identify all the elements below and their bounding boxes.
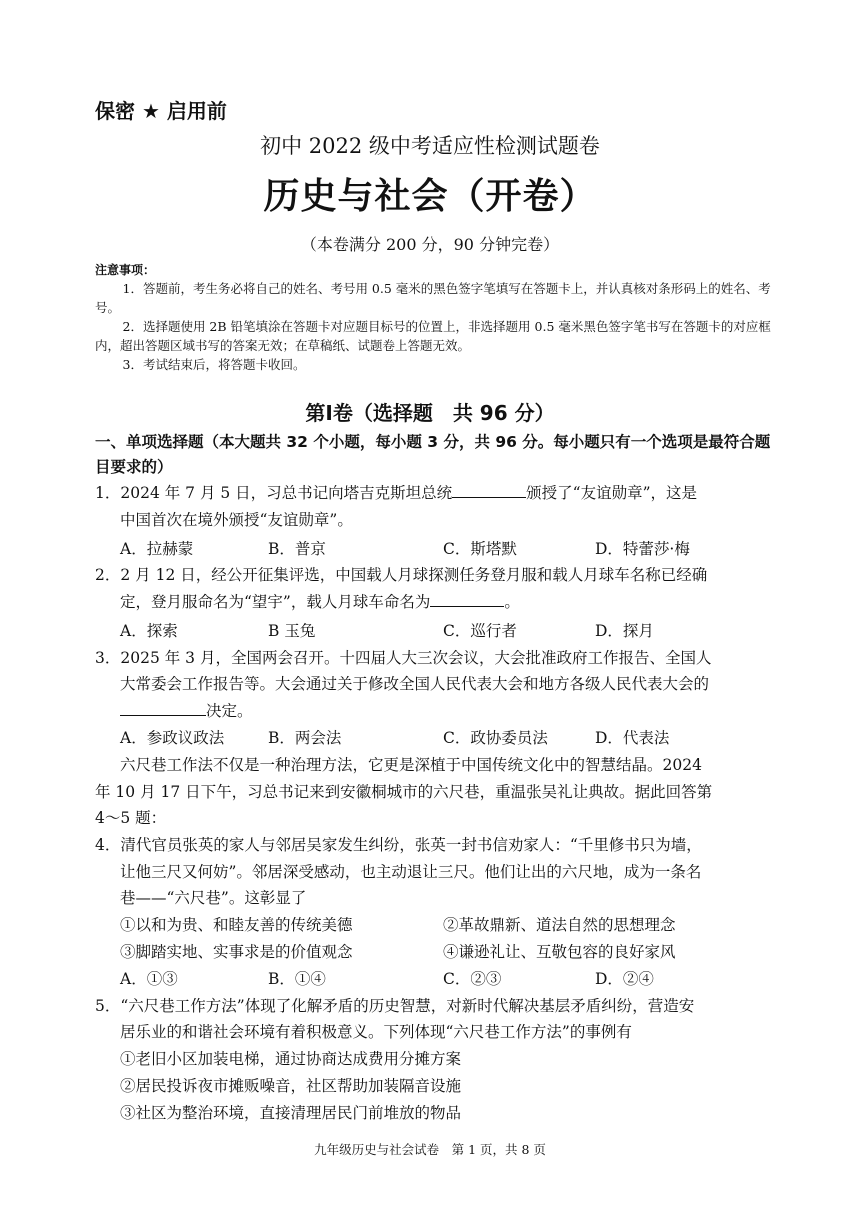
question-1-text-b: 颁授了“友谊勋章”，这是 [526,484,698,502]
notes-heading: 注意事项： [95,263,156,277]
answer-blank [452,481,526,498]
question-2-option-c: C．巡行者 [443,622,517,640]
confidential-label: 保密 ★ 启用前 [95,99,227,123]
question-5-line-1: 5．“六尺巷工作方法”体现了化解矛盾的历史智慧，对新时代解决基层矛盾纠纷，营造安 [95,997,695,1015]
question-1-line-1 [95,481,697,505]
question-3-line-2: 大常委会工作报告等。大会通过关于修改全国人民代表大会和地方各级人民代表大会的 [120,675,710,693]
question-4-option-b: B．①④ [268,970,326,988]
question-2-line-1: 2．2 月 12 日，经公开征集评选，中国载人月球探测任务登月服和载人月球车名称已经确 [95,566,708,584]
answer-blank [430,590,504,607]
question-4-line-3: 巷——“六尺巷”。这彰显了 [120,889,307,907]
question-4-statement-3: ③脚踏实地、实事求是的价值观念 [120,943,353,961]
question-3-line-1: 3．2025 年 3 月，全国两会召开。十四届人大三次会议，大会批准政府工作报告、全国人 [95,649,712,667]
question-1-option-d: D．特蕾莎·梅 [595,540,690,558]
question-3-line-3 [120,699,253,723]
question-3-text-b: 决定。 [206,702,253,720]
question-4-option-a: A．①③ [120,970,178,988]
subject-title: 历史与社会（开卷） [263,176,597,217]
question-4-statement-1: ①以和为贵、和睦友善的传统美德 [120,916,353,934]
question-2-option-b: B 玉兔 [268,622,316,640]
exam-title: 初中 2022 级中考适应性检测试题卷 [260,134,600,158]
question-2-option-a: A．探索 [120,622,178,640]
question-4-line-1: 4．清代官员张英的家人与邻居吴家发生纠纷，张英一封书信劝家人：“千里修书只为墙， [95,836,702,854]
section-title: 第Ⅰ卷（选择题 共 96 分） [305,401,555,425]
question-2-line-2 [120,590,520,614]
question-1-text-a: 1．2024 年 7 月 5 日，习总书记向塔吉克斯坦总统 [95,484,453,502]
question-3-option-b: B．两会法 [268,729,342,747]
question-1-option-c: C．斯塔默 [443,540,517,558]
material-line-1: 六尺巷工作法不仅是一种治理方法，它更是深植于中国传统文化中的智慧结晶。2024 [120,756,702,774]
answer-blank [120,699,206,716]
question-4-option-c: C．②③ [443,970,502,988]
question-5-statement-2: ②居民投诉夜市摊贩噪音，社区帮助加装隔音设施 [120,1077,462,1095]
question-2-option-d: D．探月 [595,622,654,640]
question-4-line-2: 让他三尺又何妨”。邻居深受感动，也主动退让三尺。他们让出的六尺地，成为一条名 [120,863,702,881]
page-footer: 九年级历史与社会试卷 第 1 页，共 8 页 [314,1142,546,1157]
material-line-3: 4～5 题： [95,809,167,827]
question-2-text-a: 定，登月服命名为“望宇”，载人月球车命名为 [120,593,431,611]
question-5-statement-1: ①老旧小区加装电梯，通过协商达成费用分摊方案 [120,1050,462,1068]
exam-subtitle: （本卷满分 200 分，90 分钟完卷） [300,235,560,254]
question-3-option-a: A．参政议政法 [120,729,225,747]
question-2-text-b: 。 [504,593,520,611]
note-item-1: 1．答题前，考生务必将自己的姓名、考号用 0.5 毫米的黑色签字笔填写在答题卡上，并认真核对条形码上的姓名、考号。 [95,281,771,315]
material-line-2: 年 10 月 17 日下午，习总书记来到安徽桐城市的六尺巷，重温张吴礼让典故。据此回答第 [95,783,713,801]
question-1-line-2: 中国首次在境外颁授“友谊勋章”。 [120,511,353,529]
question-1-option-b: B．普京 [268,540,326,558]
note-item-3: 3．考试结束后，将答题卡收回。 [122,357,306,372]
question-1-option-a: A．拉赫蒙 [120,540,194,558]
question-5-statement-3: ③社区为整治环境，直接清理居民门前堆放的物品 [120,1104,462,1122]
part-title: 一、单项选择题（本大题共 32 个小题，每小题 3 分，共 96 分。每小题只有一个选项是最符合题目要求的） [95,433,771,476]
question-4-statement-4: ④谦逊礼让、互敬包容的良好家风 [443,943,676,961]
note-item-2: 2．选择题使用 2B 铅笔填涂在答题卡对应题目标号的位置上，非选择题用 0.5 毫米黑色签字笔书写在答题卡的对应框内，超出答题区域书写的答案无效；在草稿纸、试题卷上答题无效。 [95,319,771,353]
question-3-option-d: D．代表法 [595,729,670,747]
question-4-statement-2: ②革故鼎新、道法自然的思想理念 [443,916,676,934]
question-5-line-2: 居乐业的和谐社会环境有着积极意义。下列体现“六尺巷工作方法”的事例有 [120,1023,632,1041]
question-3-option-c: C．政协委员法 [443,729,548,747]
question-4-option-d: D．②④ [595,970,654,988]
